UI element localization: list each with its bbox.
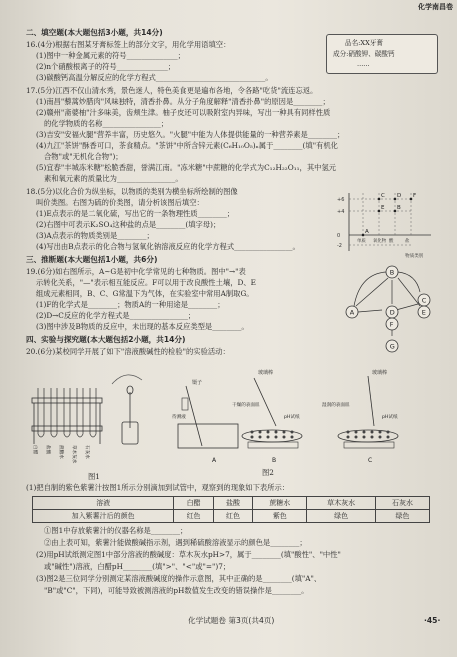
graph-node-label: D <box>389 308 395 317</box>
dish-dot <box>371 436 374 439</box>
toothpaste-label <box>326 34 438 74</box>
label-glass-rod-c: 玻璃棒 <box>372 370 388 376</box>
q20-stem: 20.(6分)某校同学开展了如下"溶液酸碱性的检验"的实验活动： <box>26 347 230 356</box>
label-wet-dish: 湿润的表面皿 <box>322 403 350 408</box>
dish-dot <box>379 431 382 434</box>
table-header: 盐酸 <box>213 497 252 510</box>
q20-part3: (3)图2是三位同学分别测定某溶液酸碱度的操作示意图，其中正确的是________(填"A"、 <box>36 574 322 583</box>
dish-dot <box>371 431 374 434</box>
figure-1-caption: 图1 <box>88 472 100 481</box>
q20-sub1: ①图1中存放紫薯汁的仪器名称是________； <box>44 526 188 535</box>
q19-stem2: 示转化关系，"—"表示相互能反应。F可以用于改良酸性土壤，D、E <box>36 278 256 287</box>
chart-point-label: E <box>381 205 385 211</box>
table-header: 草木灰水 <box>307 497 376 510</box>
chart-y-tick: 0 <box>337 233 341 239</box>
chart-point-label: F <box>413 193 417 199</box>
q20-sub2: ②由上表可知，紫薯汁能做酸碱指示剂，遇到稀硫酸溶液显示的颜色是________； <box>44 538 307 547</box>
chart-point <box>378 198 381 201</box>
chart-point-label: D <box>397 193 402 199</box>
chart-point <box>410 198 413 201</box>
q16-part2: (2)n个硝酸根离子的符号______________； <box>36 62 176 71</box>
q20-part2: (2)用pH试纸测定图1中部分溶液的酸碱度：草木灰水pH>7，属于________(填"酸性"、"中性" <box>36 550 341 559</box>
table-header: 蔗糖水 <box>253 497 307 510</box>
table-cell: 红色 <box>174 510 213 523</box>
q18-stem: 18.(5分)以化合价为纵坐标，以物质的类别为横坐标所绘制的图像 <box>26 187 238 196</box>
figure-1-test-tubes <box>26 362 166 472</box>
q18-stem2: 叫价类图。右图为硫的价类图，请分析该图后填空： <box>36 198 204 207</box>
test-tube <box>38 388 44 437</box>
label-ph-paper-c: pH试纸 <box>382 415 398 420</box>
corner-label: 化学南昌卷 <box>418 3 453 11</box>
dish-dot <box>251 431 254 434</box>
label-ph-paper-b: pH试纸 <box>284 415 300 420</box>
dish-dot <box>275 436 278 439</box>
chart-point-label: A <box>365 229 369 235</box>
graph-node-label: B <box>389 268 395 277</box>
dish-dot <box>355 436 358 439</box>
chart-x-label: 氧化物 <box>373 239 387 244</box>
q17-part5b: 素和氧元素的质量比为________________。 <box>44 174 183 183</box>
chart-point <box>394 198 397 201</box>
chart-x-label: 酸 <box>389 239 394 244</box>
q18-part3: (3)A点表示的物质类别是________； <box>36 231 154 240</box>
q18-part1: (1)E点表示的是二氧化硫，写出它的一条物理性质________； <box>36 209 235 218</box>
chart-point <box>378 210 381 213</box>
q19-part3: (3)图中涉及B物质的反应中，未出现的基本反应类型是________。 <box>36 322 249 331</box>
chart-y-tick: +6 <box>337 197 345 203</box>
dish-dot <box>291 431 294 434</box>
dish-dot <box>363 436 366 439</box>
q17-part2: (2)赣州"斋婆柚"汁多味美，齿颊生津。柚子皮还可以吸附室内异味，写出一种具有同样性质 <box>36 108 331 117</box>
table-header: 白醋 <box>174 497 213 510</box>
page-footer: 化学试题卷 第3页(共4页) <box>188 616 275 625</box>
q17-part2b: 的化学物质的名称________________； <box>44 119 169 128</box>
svg-text:C: C <box>368 457 373 464</box>
dish-dot <box>355 431 358 434</box>
q20-part1: (1)把自制的紫色紫薯汁按图1所示分别滴加到试管中，观察到的现象如下表所示： <box>26 483 290 492</box>
figure-2-caption: 图2 <box>262 468 274 477</box>
q19-stem3: 组成元素相同，B、C、G常温下为气体，在实验室中常用A制取G。 <box>36 289 254 298</box>
tube-label: 蔗糖水 <box>58 445 63 459</box>
test-tube <box>90 388 96 437</box>
table-header: 溶液 <box>33 497 174 510</box>
dish-dot <box>267 431 270 434</box>
graph-node-label: E <box>421 308 426 317</box>
table-row <box>33 510 430 523</box>
chart-y-tick: +4 <box>337 209 345 215</box>
table-cell: 紫色 <box>253 510 307 523</box>
q20-part2b: 或"碱性")溶液，白醋pH________(填">"、"<"或"=")7； <box>44 562 231 571</box>
chart-y-tick: -2 <box>337 243 342 249</box>
label-glass-rod: 玻璃棒 <box>258 370 274 376</box>
q16-part1: (1)图中一种金属元素的符号______________； <box>36 51 185 60</box>
chart-point-label: C <box>381 193 385 199</box>
section-4-title: 四、实验与探究题(本大题包括2小题，共14分) <box>26 335 186 344</box>
test-tube <box>51 388 57 437</box>
chart-x-label: 单质 <box>357 239 366 244</box>
dish-dot <box>387 436 390 439</box>
q17-stem: 17.(5分)江西不仅山清水秀，景色迷人，特色美食更是遍布各地，令各路"吃货"流连忘返。 <box>26 86 318 95</box>
label-test-liquid: 待测液 <box>172 415 186 420</box>
q16-part3: (3)碳酸钙高温分解反应的化学方程式______________________________。 <box>36 73 273 82</box>
color-result-table <box>32 496 430 523</box>
label-ellipsis: ...... <box>357 60 370 68</box>
tube-label: 草木灰水 <box>71 445 76 464</box>
dish-dot <box>283 431 286 434</box>
graph-node-label: G <box>389 342 395 351</box>
dish-dot <box>291 436 294 439</box>
label-dry-dish: 干燥的表面皿 <box>232 403 260 408</box>
test-tube <box>64 388 70 437</box>
tube-label: 石灰水 <box>84 445 89 459</box>
graph-node-label: A <box>349 308 355 317</box>
dish-dot <box>251 436 254 439</box>
label-name: 品名:XX牙膏 <box>345 39 383 47</box>
svg-text:A: A <box>212 457 217 464</box>
q16-stem: 16.(4分)根据右图某牙膏标签上的部分文字，用化学用语填空： <box>26 40 231 49</box>
dish-dot <box>387 431 390 434</box>
chart-point-label: B <box>397 205 401 211</box>
table-cell: 绿色 <box>375 510 429 523</box>
label-ingredients: 成分:硝酸钾、碳酸钙 <box>333 50 395 58</box>
chart-point <box>362 234 365 237</box>
q19-part2: (2)D→C反应的化学方程式是________________； <box>36 311 196 320</box>
table-header-row <box>33 497 430 510</box>
table-header: 石灰水 <box>375 497 429 510</box>
q17-part3: (3)吉安"安福火腿"营养丰富，历史悠久。"火腿"中能为人体提供能量的一种营养素是________； <box>36 130 345 139</box>
q17-part4: (4)九江"茶饼"酥香可口，茶食精点。"茶饼"中所含锌元素(C₆H₁₀O₅)ₙ属于________(填"有机化 <box>36 141 338 150</box>
q17-part4b: 合物"或"无机化合物")； <box>44 152 123 161</box>
dish-dot <box>259 436 262 439</box>
section-2-title: 二、填空题(本大题包括3小题，共14分) <box>26 28 163 37</box>
svg-text:B: B <box>272 457 277 464</box>
dish-dot <box>283 436 286 439</box>
section-3-title: 三、推断题(本大题包括1小题，共6分) <box>26 255 158 264</box>
q17-part5: (5)宜春"丰城冻米糖"松脆香甜，誉满江南。"冻米糖"中蔗糖的化学式为C₁₂H₂₂O₁₁，其中氢元 <box>36 163 337 172</box>
table-cell: 加入紫薯汁后的颜色 <box>33 510 174 523</box>
tube-label: 盐酸 <box>45 445 50 455</box>
inference-graph <box>340 262 435 362</box>
dish-dot <box>267 436 270 439</box>
table-cell: 红色 <box>213 510 252 523</box>
q18-part2: (2)右图中可表示K₂SO₄这种盐的点是________(填字母)； <box>36 220 221 229</box>
page-number: ·45· <box>424 616 441 625</box>
dish-dot <box>259 431 262 434</box>
q19-stem: 19.(6分)如右图所示，A~G是初中化学常见的七种物质。图中"→"表 <box>26 267 246 276</box>
q17-part1: (1)南昌"藜蒿炒腊肉"风味独特，清香扑鼻。从分子角度解释"清香扑鼻"的原因是________； <box>36 97 330 106</box>
graph-node-label: F <box>389 320 394 329</box>
test-tube <box>77 388 83 437</box>
q20-part3b: "B"或"C"，下同)，可能导致被测溶液的pH数值发生改变的错误操作是________。 <box>44 586 309 595</box>
chart-axis-label: 物质类别 <box>405 254 424 259</box>
chart-x-label: 盐 <box>405 239 410 244</box>
label-tweezers: 镊子 <box>192 380 203 386</box>
tube-label: 白醋 <box>32 445 37 455</box>
q18-part4: (4)写出由B点表示的化合物与氢氧化钠溶液反应的化学方程式________________。 <box>36 242 300 251</box>
dish-dot <box>347 436 350 439</box>
dish-dot <box>363 431 366 434</box>
dish-dot <box>379 436 382 439</box>
dish-dot <box>275 431 278 434</box>
table-cell: 绿色 <box>307 510 376 523</box>
chart-point <box>394 210 397 213</box>
q19-part1: (1)F的化学式是________；物质A的一种用途是________； <box>36 300 225 309</box>
graph-node-label: C <box>421 296 427 305</box>
dish-dot <box>347 431 350 434</box>
sulfur-valence-chart <box>335 189 435 259</box>
figure-2-ph-setups <box>172 362 427 472</box>
